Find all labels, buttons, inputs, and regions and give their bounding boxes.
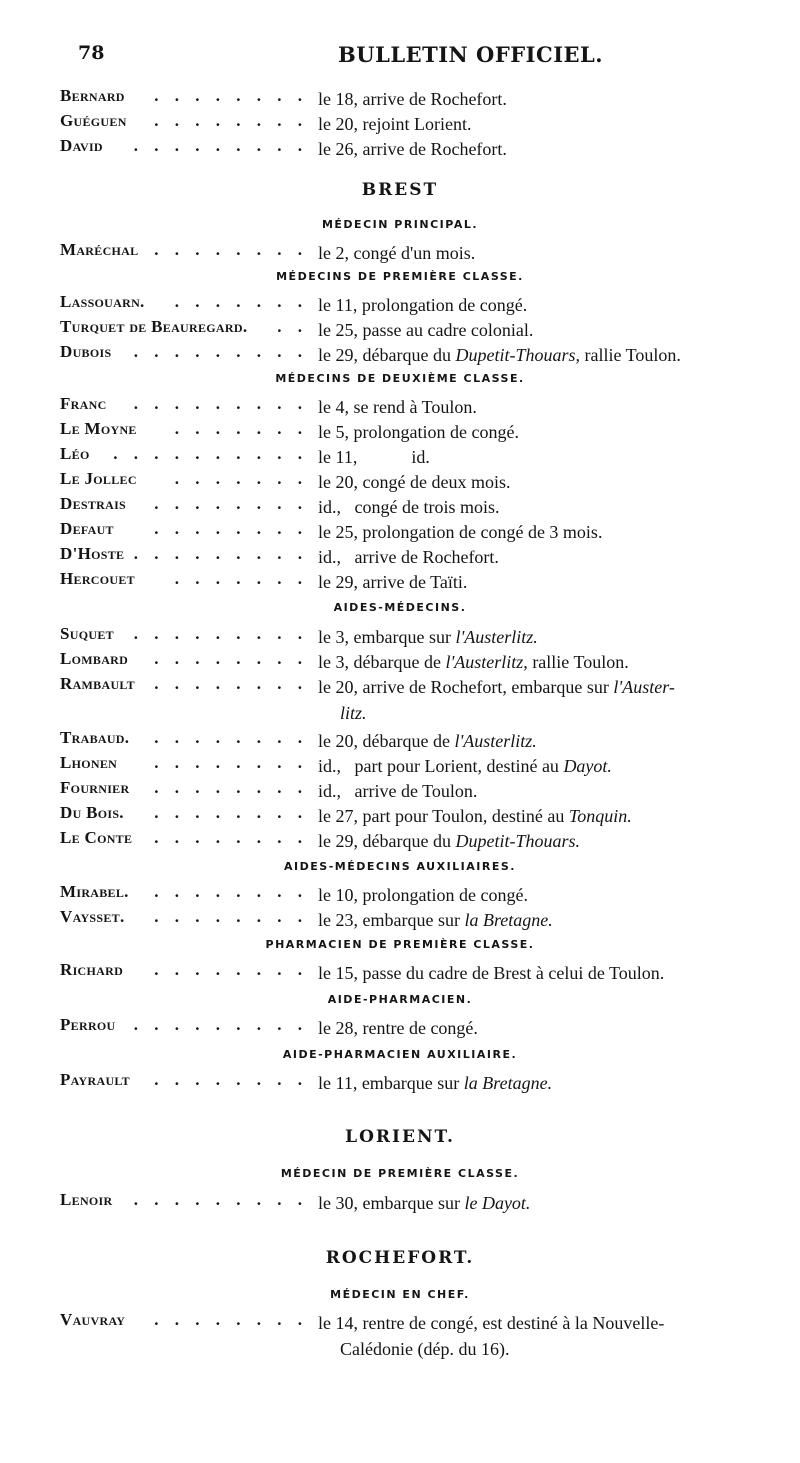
person-name: Guéguen [60, 111, 127, 130]
person-name: Payrault [60, 1070, 130, 1089]
entry-text: le 23, embarque sur la Bretagne. [318, 910, 553, 930]
entry-text: le 2, congé d'un mois. [318, 243, 476, 263]
dot-leader: . . . . . . . . . [133, 136, 308, 155]
section-title: MÉDECINS DE PREMIÈRE CLASSE. [276, 270, 524, 283]
dot-leader: . . . . . . . . [154, 494, 308, 513]
list-item [0, 674, 800, 726]
person-name: Bernard [60, 86, 125, 105]
dot-leader: . . . . . . . . . [133, 1190, 308, 1209]
dot-leader: . . . . . . . . [154, 753, 308, 772]
person-name: Lombard [60, 649, 129, 668]
list-item [0, 519, 800, 545]
entry-text: le 29, arrive de Taïti. [318, 572, 468, 592]
person-name: Suquet [60, 624, 114, 643]
entry-text: id., part pour Lorient, destiné au Dayot. [318, 756, 612, 776]
section-title: PHARMACIEN DE PREMIÈRE CLASSE. [265, 938, 535, 951]
entry-text: le 25, prolongation de congé de 3 mois. [318, 522, 603, 542]
person-name: Vaysset. [60, 907, 125, 926]
person-name: Vauvray [60, 1310, 126, 1329]
person-name: David [60, 136, 103, 155]
person-name: Perrou [60, 1015, 116, 1034]
person-name: Dubois [60, 342, 112, 361]
entry-text: le 29, débarque du Dupetit-Thouars. [318, 831, 580, 851]
list-item [0, 394, 800, 420]
list-item [0, 1070, 800, 1096]
list-item [0, 494, 800, 520]
list-item [0, 624, 800, 650]
dot-leader: . . . . . . . . . [133, 624, 308, 643]
person-name: Le Conte [60, 828, 133, 847]
entry-text: le 30, embarque sur le Dayot. [318, 1193, 531, 1213]
person-name: D'Hoste [60, 544, 125, 563]
list-item [0, 1310, 800, 1362]
list-item [0, 469, 800, 495]
dot-leader: . . . . . . . [174, 569, 308, 588]
dot-leader: . . . . . . . . . [133, 394, 308, 413]
person-name: Hercouet [60, 569, 135, 588]
page-header [78, 42, 678, 72]
list-item [0, 1190, 800, 1216]
page-number: 78 [78, 42, 105, 64]
dot-leader: . . . . . . . . [154, 778, 308, 797]
person-name: Franc [60, 394, 107, 413]
dot-leader: . . . . . . . . [154, 86, 308, 105]
person-name: Trabaud. [60, 728, 130, 747]
list-item [0, 778, 800, 804]
entry-text: id., arrive de Toulon. [318, 781, 478, 801]
entry-text: le 11, embarque sur la Bretagne. [318, 1073, 553, 1093]
entry-text: le 27, part pour Toulon, destiné au Tonquin. [318, 806, 632, 826]
entry-text: le 3, embarque sur l'Austerlitz. [318, 627, 538, 647]
dot-leader: . . . . . . . . [154, 1310, 308, 1329]
list-item [0, 317, 800, 343]
person-name: Lhonen [60, 753, 118, 772]
entry-text-continued: litz. [340, 703, 367, 723]
entry-text: le 20, rejoint Lorient. [318, 114, 472, 134]
person-name: Richard [60, 960, 124, 979]
dot-leader: . . . . . . . . [154, 907, 308, 926]
section-title: MÉDECINS DE DEUXIÈME CLASSE. [275, 372, 525, 385]
list-item [0, 803, 800, 829]
dot-leader: . . . . . . . . . [133, 342, 308, 361]
dot-leader: . . . . . . . . . [133, 544, 308, 563]
entry-text: le 14, rentre de congé, est destiné à la Nouvelle- [318, 1313, 665, 1333]
entry-text: le 3, débarque de l'Austerlitz, rallie Toulon. [318, 652, 629, 672]
entry-text: le 25, passe au cadre colonial. [318, 320, 534, 340]
section-title: MÉDECIN DE PREMIÈRE CLASSE. [280, 1167, 520, 1180]
entry-text: le 29, débarque du Dupetit-Thouars, rallie Toulon. [318, 345, 681, 365]
dot-leader: . . . . . . . . [154, 649, 308, 668]
list-item [0, 753, 800, 779]
dot-leader: . . . . . . . . [154, 728, 308, 747]
list-item [0, 444, 800, 470]
entry-text: le 20, arrive de Rochefort, embarque sur l'Auster- [318, 677, 675, 697]
list-item [0, 544, 800, 570]
entry-text: id., arrive de Rochefort. [318, 547, 499, 567]
entry-text: le 10, prolongation de congé. [318, 885, 528, 905]
dot-leader: . . . . . . . [174, 469, 308, 488]
entry-text: le 28, rentre de congé. [318, 1018, 478, 1038]
person-name: Maréchal [60, 240, 139, 259]
list-item [0, 240, 800, 266]
entry-text: le 5, prolongation de congé. [318, 422, 519, 442]
entry-text: le 20, congé de deux mois. [318, 472, 511, 492]
section-title: AIDES-MÉDECINS. [333, 601, 467, 614]
dot-leader: . . . . . . . . . [133, 1015, 308, 1034]
list-item [0, 728, 800, 754]
entry-text: id., congé de trois mois. [318, 497, 500, 517]
list-item [0, 292, 800, 318]
dot-leader: . . . . . . . [174, 419, 308, 438]
dot-leader: . . . . . . . . [154, 882, 308, 901]
list-item [0, 86, 800, 112]
list-item [0, 907, 800, 933]
entry-text: le 15, passe du cadre de Brest à celui de Toulon. [318, 963, 665, 983]
dot-leader: . . . . . . . . [154, 828, 308, 847]
dot-leader: . . . . . . . . [154, 240, 308, 259]
list-item [0, 882, 800, 908]
person-name: Le Moyne [60, 419, 137, 438]
entry-text: le 20, débarque de l'Austerlitz. [318, 731, 537, 751]
entry-text: le 18, arrive de Rochefort. [318, 89, 507, 109]
section-title: AIDE-PHARMACIEN. [327, 993, 473, 1006]
dot-leader: . . . . . . . . [154, 1070, 308, 1089]
person-name: Mirabel. [60, 882, 129, 901]
bulletin-title: BULLETIN OFFICIEL. [338, 42, 604, 67]
dot-leader: . . . . . . . . [154, 519, 308, 538]
list-item [0, 960, 800, 986]
list-item [0, 828, 800, 854]
person-name: Le Jollec [60, 469, 137, 488]
section-title: AIDES-MÉDECINS AUXILIAIRES. [284, 860, 516, 873]
dot-leader: . . . . . . . [174, 292, 308, 311]
list-item [0, 342, 800, 368]
city-heading: ROCHEFORT. [325, 1248, 475, 1268]
dot-leader: . . . . . . . . [154, 111, 308, 130]
dot-leader: . . . . . . . . [154, 674, 308, 693]
list-item [0, 419, 800, 445]
city-heading: LORIENT. [345, 1127, 455, 1147]
person-name: Lenoir [60, 1190, 113, 1209]
section-title: AIDE-PHARMACIEN AUXILIAIRE. [282, 1048, 518, 1061]
entry-text-continued: Calédonie (dép. du 16). [340, 1339, 510, 1359]
list-item [0, 569, 800, 595]
list-item [0, 649, 800, 675]
list-item [0, 136, 800, 162]
section-title: MÉDECIN EN CHEF. [330, 1288, 470, 1301]
section-title: MÉDECIN PRINCIPAL. [321, 218, 479, 231]
entry-text: le 4, se rend à Toulon. [318, 397, 477, 417]
dot-leader: . . . . . . . . [154, 803, 308, 822]
person-name: Turquet de Beauregard. [60, 317, 248, 336]
person-name: Fournier [60, 778, 130, 797]
entry-text: le 11, id. [318, 447, 430, 467]
person-name: Lassouarn. [60, 292, 145, 311]
dot-leader: . . . . . . . . [154, 960, 308, 979]
person-name: Destrais [60, 494, 127, 513]
entry-text: le 26, arrive de Rochefort. [318, 139, 507, 159]
list-item [0, 1015, 800, 1041]
entry-text: le 11, prolongation de congé. [318, 295, 528, 315]
person-name: Léo [60, 444, 90, 463]
list-item [0, 111, 800, 137]
dot-leader: . . . . . . . . . . [113, 444, 308, 463]
person-name: Defaut [60, 519, 114, 538]
person-name: Rambault [60, 674, 135, 693]
city-heading: BREST [361, 180, 439, 200]
person-name: Du Bois. [60, 803, 124, 822]
dot-leader: . . [277, 317, 308, 336]
